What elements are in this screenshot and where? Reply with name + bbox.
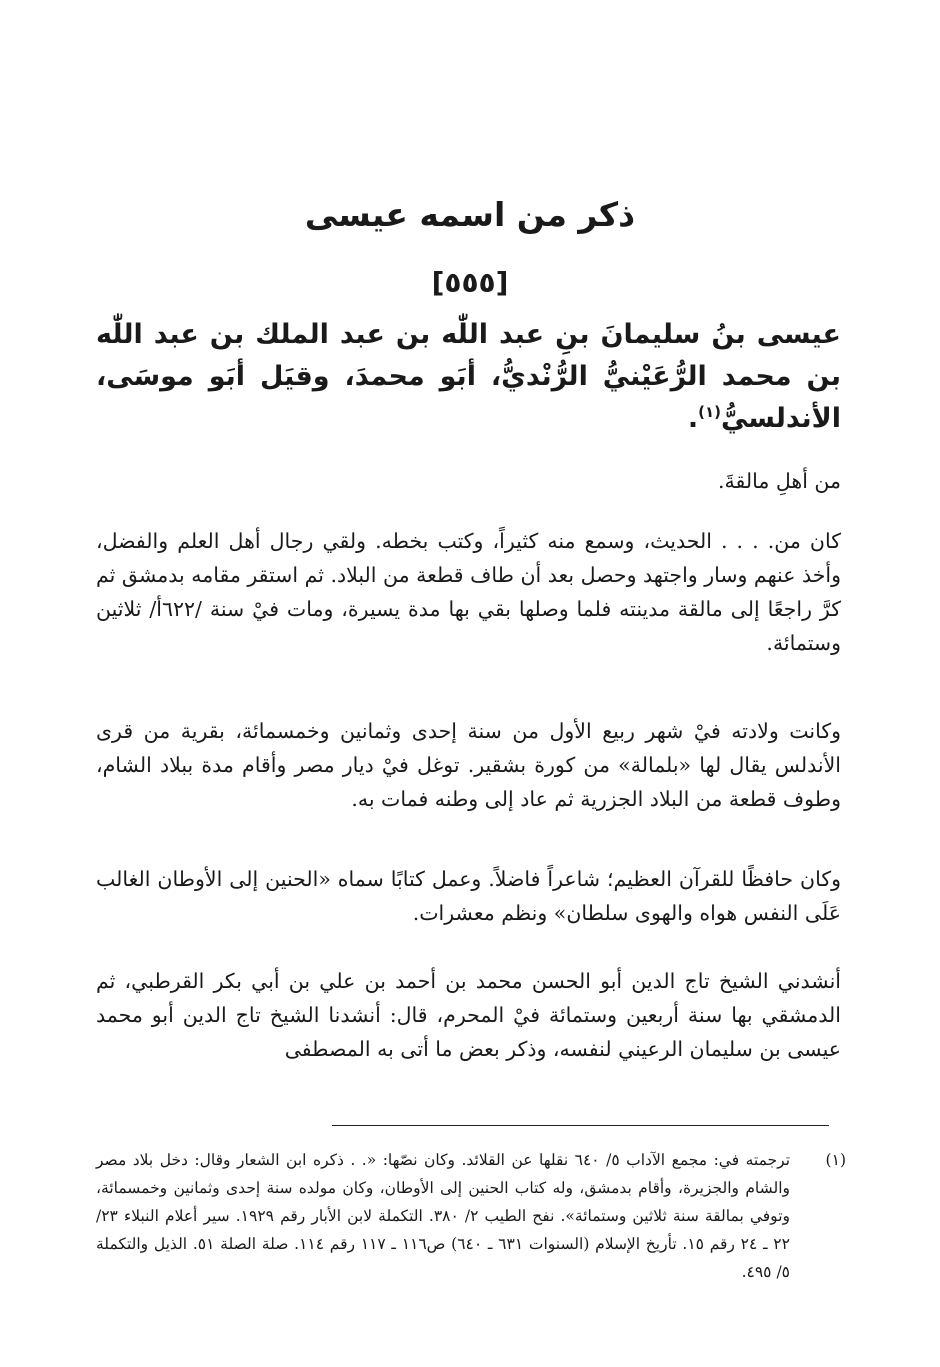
entry-heading-text: عيسى بنُ سليمانَ بنِ عبد اللّٰه بن عبد الملك بن عبد اللّٰه بن محمد الرُّعَيْنيُّ الرُّنْديُّ، أبَو محمدَ، وقيَل أبَو موسَى، الأندلسيُّ: [96, 319, 841, 434]
paragraph-origin: من أهلِ مالقةَ.: [718, 469, 841, 493]
footnote-marker: (١): [825, 1151, 846, 1169]
footnote-divider: [332, 1125, 829, 1126]
footnote-reference[interactable]: (١): [698, 403, 721, 421]
paragraph-verse-intro: أنشدني الشيخ تاج الدين أبو الحسن محمد بن أحمد بن علي بن أبي بكر القرطبي، ثم الدمشقي بها سنة أربعين وستمائة فيْ المحرم، قال: أنشدنا الشيخ تاج الدين أبو محمد عيسى بن سليمان الرعيني لنفسه، وذكر بعض ما أتى به المصطفى: [96, 969, 841, 1061]
footnote: [96, 1146, 846, 1286]
paragraph-works: وكان حافظًا للقرآن العظيم؛ شاعراً فاضلاً. وعمل كتابًا سماه «الحنين إلى الأوطان الغالب عَلَى النفس هواه والهوى سلطان» ونظم معشرات.: [96, 867, 841, 925]
entry-number: [٥٥٥]: [431, 266, 509, 299]
chapter-title: ذكر من اسمه عيسى: [304, 195, 636, 234]
footnote-text: ترجمته في: مجمع الآداب ٥/ ٦٤٠ نقلها عن القلائد. وكان نصّها: «. . ذكره ابن الشعار وقال: دخل بلاد مصر والشام والجزيرة، وأقام بدمشق، وله كتاب الحنين إلى الأوطان، وكان مولده سنة إحدى وثمانين وخمسمائة، وتوفي بمالقة سنة ثلاثين وستمائة». نفح الطيب ٢/ ٣٨٠. التكملة لابن الأبار رقم ١٩٢٩. سير أعلام النبلاء ٢٣/ ٢٢ ـ ٢٤ رقم ١٥. تأريخ الإسلام (السنوات ٦٣١ ـ ٦٤٠) ص١١٦ ـ ١١٧ رقم ١١٤. صلة الصلة ٥١. الذيل والتكملة ٥/ ٤٩٥.: [96, 1151, 791, 1281]
paragraph-birth: وكانت ولادته فيْ شهر ربيع الأول من سنة إحدى وثمانين وخمسمائة، بقرية من قرى الأندلس يقال لها «بلمالة» من كورة بشقير. توغل فيْ ديار مصر وأقام مدة ببلاد الشام، وطوف قطعة من البلاد الجزرية ثم عاد إلى وطنه فمات به.: [96, 719, 841, 811]
entry-heading: عيسى بنُ سليمانَ بنِ عبد اللّٰه بن عبد الملك بن عبد اللّٰه بن محمد الرُّعَيْنيُّ الرُّنْديُّ، أبَو محمدَ، وقيَل أبَو موسَى، الأندلسيُّ$^{(١)}$.: [96, 319, 841, 434]
paragraph-career: كان من. . . . الحديث، وسمع منه كثيراً، وكتب بخطه. ولقي رجال أهل العلم والفضل، وأخذ عنهم وسار واجتهد وحصل بعد أن طاف قطعة من البلاد. ثم استقر مقامه بدمشق ثم كرَّ راجعًا إلى مالقة مدينته فلما وصلها بقي بها مدة يسيرة، ومات فيْ سنة /٦٢٢أ/ ثلاثين وستمائة.: [96, 529, 841, 655]
